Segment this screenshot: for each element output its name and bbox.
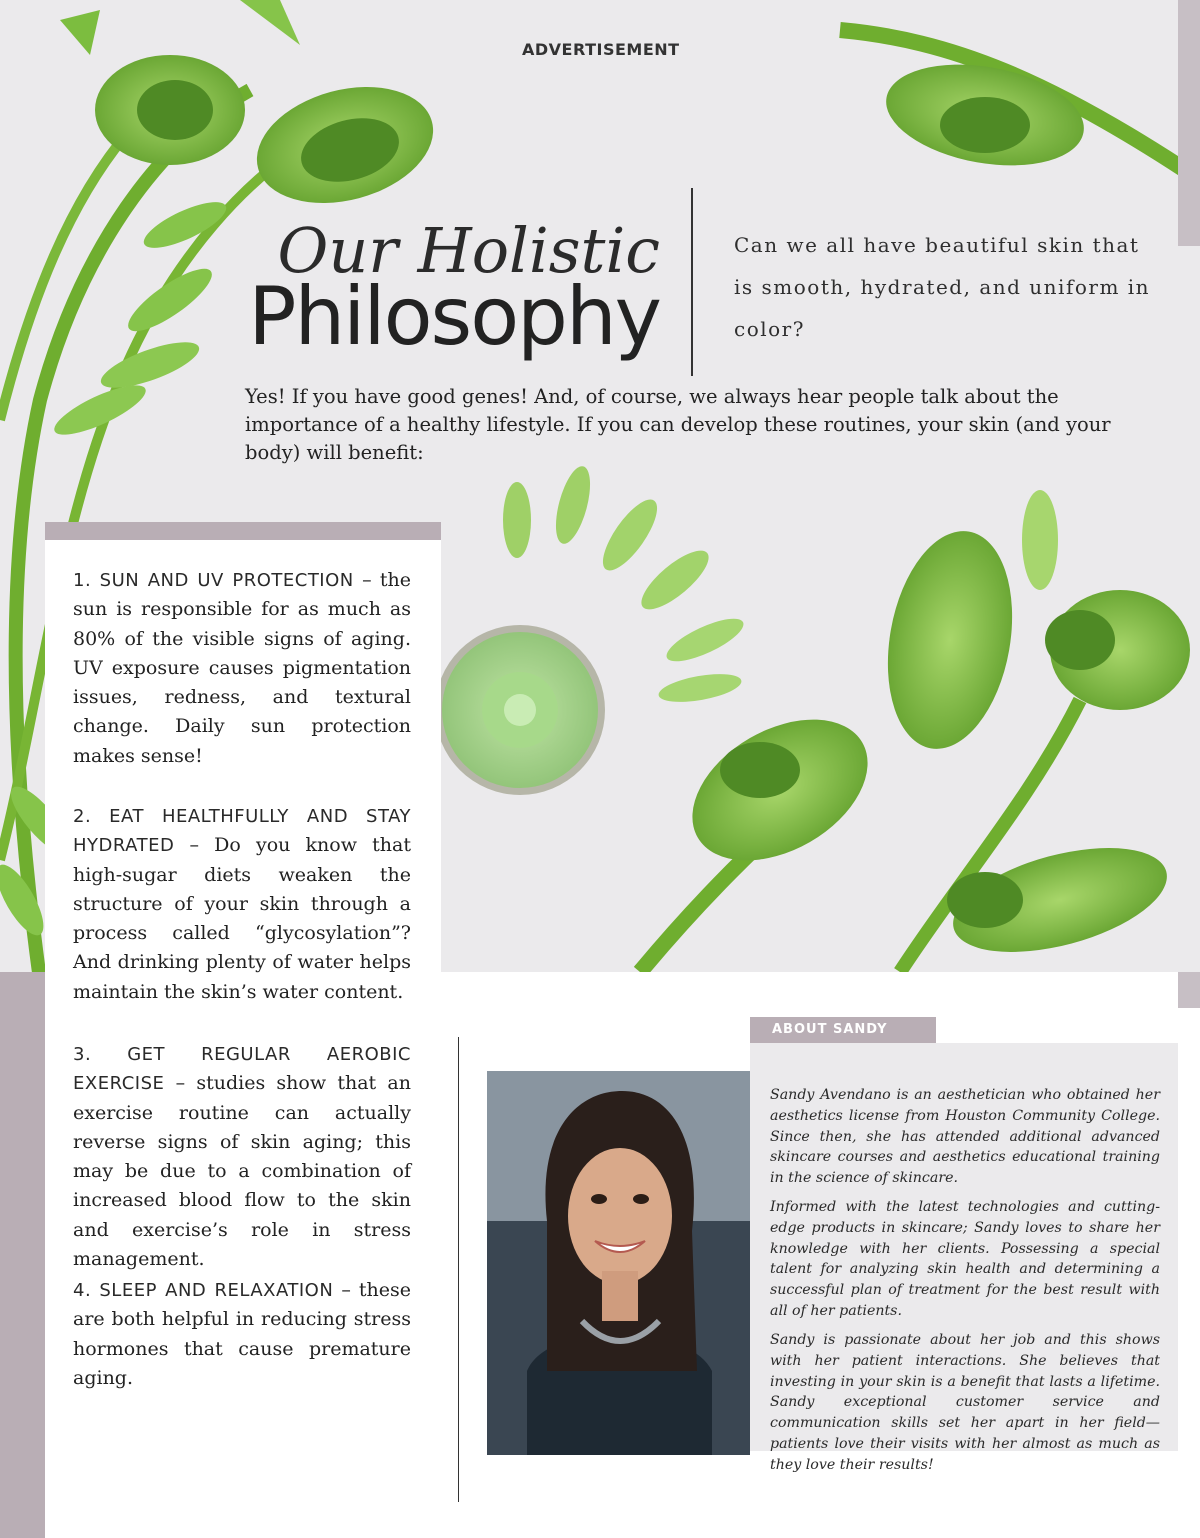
tip-heading: 4. SLEEP AND RELAXATION xyxy=(73,1280,334,1301)
portrait-photo xyxy=(487,1071,750,1455)
tips-card-top-bar xyxy=(45,522,441,540)
tip-heading: 3. GET REGULAR AEROBIC EXERCISE xyxy=(73,1044,411,1095)
tip-body: – studies show that an exercise routine can actually reverse signs of skin aging; this may be due to a combination of increased blood flow to the skin and exercise’s role in stress management. xyxy=(73,1072,411,1271)
about-label: ABOUT SANDY xyxy=(772,1022,888,1037)
column-divider xyxy=(458,1037,459,1502)
accent-bar-right-lower xyxy=(1178,972,1200,1008)
tips-card xyxy=(45,522,441,1538)
tip-heading: 2. EAT HEALTHFULLY AND STAY HYDRATED xyxy=(73,806,411,857)
accent-bar-right xyxy=(1178,0,1200,246)
about-paragraph: Sandy is passionate about her job and this shows with her patient interactions. She believes that investing in your skin is a benefit that lasts a lifetime. Sandy exceptional customer service and communication skills set her apart in her field—patients love their visits with her almost as much as they love their results! xyxy=(770,1332,1160,1473)
tip-body: – these are both helpful in reducing stress hormones that cause premature aging. xyxy=(73,1279,411,1389)
tip-sleep-relaxation xyxy=(73,1276,411,1393)
tip-eat-healthfully xyxy=(73,802,411,1007)
about-paragraph: Informed with the latest technologies and cutting-edge products in skincare; Sandy loves to share her knowledge with her clients. Possessing a special talent for analyzing skin health and determining a successful plan of treatment for the best result with all of her patients. xyxy=(770,1199,1160,1319)
tip-body: – the sun is responsible for as much as 80% of the visible signs of aging. UV exposure causes pigmentation issues, redness, and textural change. Daily sun protection makes sense! xyxy=(73,569,411,767)
tip-heading: 1. SUN AND UV PROTECTION xyxy=(73,570,354,591)
about-box xyxy=(750,1043,1178,1473)
page-title-line2: Philosophy xyxy=(248,270,660,363)
advertisement-label: ADVERTISEMENT xyxy=(522,40,680,59)
about-tab xyxy=(750,1017,936,1043)
accent-bar-left xyxy=(0,972,45,1538)
page-title-line1: Our Holistic xyxy=(277,214,660,287)
tip-body: – Do you know that high-sugar diets weaken the structure of your skin through a process called “glycosylation”? And drinking plenty of water helps maintain the skin’s water content. xyxy=(73,834,411,1003)
title-divider xyxy=(691,188,693,376)
tip-sun-protection xyxy=(73,566,411,771)
about-paragraph: Sandy Avendano is an aesthetician who obtained her aesthetics license from Houston Community College. Since then, she has attended additional advanced skincare courses and aesthetics educational training in the science of skincare. xyxy=(770,1087,1160,1187)
subtitle: Can we all have beautiful skin that is smooth, hydrated, and uniform in color? xyxy=(734,233,1151,341)
intro-paragraph: Yes! If you have good genes! And, of course, we always hear people talk about the importance of a healthy lifestyle. If you can develop these routines, your skin (and your body) will benefit: xyxy=(245,385,1111,464)
tip-aerobic-exercise xyxy=(73,1040,411,1274)
person-portrait-icon xyxy=(487,1071,750,1455)
